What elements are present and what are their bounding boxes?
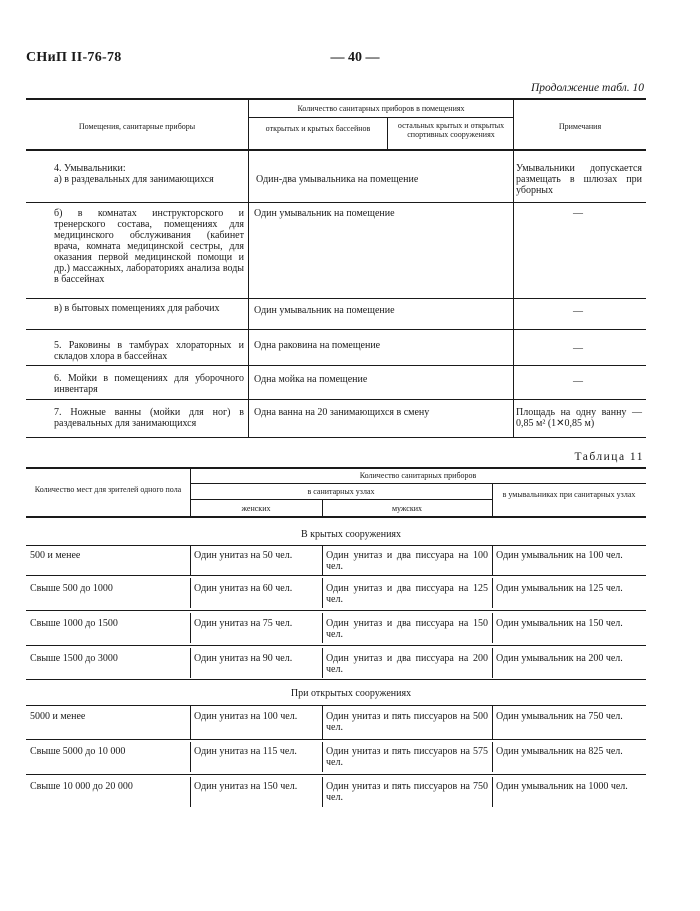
column-header-washbasins: в умывальниках при санитарных узлах xyxy=(502,490,636,499)
table-row-places: Свыше 500 до 1000 xyxy=(30,583,113,594)
table-row-basins: Один умывальник на 750 чел. xyxy=(496,711,623,722)
column-header-notes: Примечания xyxy=(558,122,602,131)
table-continuation-label: Продолжение табл. 10 xyxy=(531,82,644,94)
table-row-note: — xyxy=(573,208,583,219)
table-row-quantity: Одна раковина на помещение xyxy=(254,340,381,351)
table-row-women: Один унитаз на 50 чел. xyxy=(194,550,293,561)
section-heading-open: При открытых сооружениях xyxy=(290,688,412,699)
page-number: — 40 — xyxy=(330,50,380,65)
table-row-places: Свыше 1500 до 3000 xyxy=(30,653,118,664)
table-row-men: Один унитаз и пять писсуаров на 500 чел. xyxy=(326,711,488,733)
column-header-fixture-count: Количество санитарных приборов xyxy=(359,471,477,480)
table-row-quantity: Один умывальник на помещение xyxy=(254,208,395,219)
column-header-sanitary-units: в санитарных узлах xyxy=(307,487,375,496)
table-row-places: Свыше 10 000 до 20 000 xyxy=(30,781,133,792)
column-header-premises: Помещения, санитарные приборы xyxy=(78,122,196,131)
table-row-premise: в) в бытовых помещениях для рабочих xyxy=(54,303,220,314)
table-row-premise: 4. Умывальники: а) в раздевальных для занимающихся xyxy=(54,163,214,185)
table-row-women: Один унитаз на 115 чел. xyxy=(194,746,297,757)
column-header-open-covered-pools: открытых и крытых бассейнов xyxy=(265,124,371,133)
document-code: СНиП II-76-78 xyxy=(26,50,122,65)
table-row-basins: Один умывальник на 125 чел. xyxy=(496,583,623,594)
table-row-women: Один унитаз на 75 чел. xyxy=(194,618,293,629)
table-row-men: Один унитаз и два писсуара на 125 чел. xyxy=(326,583,488,605)
table-row-places: Свыше 1000 до 1500 xyxy=(30,618,118,629)
table-row-premise: б) в комнатах инструкторского и тренерского состава, помещениях для медицинского обслуживания (кабинет врача, комната медицинской сестры, для оказания первой медицинской помощи и др.) массажных, лабораториях анализа воды в бассейнах xyxy=(54,208,244,285)
column-header-women: женских xyxy=(241,504,271,513)
table-row-note: Умывальники допускается размещать в шлюзах при уборных xyxy=(516,163,642,196)
table-row-note: — xyxy=(573,343,583,354)
table-row-premise: 7. Ножные ванны (мойки для ног) в раздевальных для занимающихся xyxy=(54,407,244,429)
table-row-men: Один унитаз и пять писсуаров на 750 чел. xyxy=(326,781,488,803)
table-row-women: Один унитаз на 60 чел. xyxy=(194,583,293,594)
table-row-note: — xyxy=(573,376,583,387)
table-row-women: Один унитаз на 90 чел. xyxy=(194,653,293,664)
table-11-title: Таблица 11 xyxy=(574,451,644,463)
table-row-note: — xyxy=(573,306,583,317)
table-row-women: Один унитаз на 100 чел. xyxy=(194,711,298,722)
table-row-basins: Один умывальник на 100 чел. xyxy=(496,550,623,561)
table-row-quantity: Одна мойка на помещение xyxy=(254,374,368,385)
table-row-premise: 5. Раковины в тамбурах хлораторных и складов хлора в бассейнах xyxy=(54,340,244,362)
column-header-other-facilities: остальных крытых и открытых спортивных сооружениях xyxy=(397,121,505,139)
table-row-premise: 6. Мойки в помещениях для уборочного инвентаря xyxy=(54,373,244,395)
table-row-men: Один унитаз и два писсуара на 150 чел. xyxy=(326,618,488,640)
column-header-quantity: Количество санитарных приборов в помещениях xyxy=(297,104,465,113)
table-row-quantity: Один-два умывальника на помещение xyxy=(256,174,419,185)
table-row-basins: Один умывальник на 1000 чел. xyxy=(496,781,628,792)
table-row-places: 5000 и менее xyxy=(30,711,86,722)
table-row-women: Один унитаз на 150 чел. xyxy=(194,781,298,792)
table-row-basins: Один умывальник на 150 чел. xyxy=(496,618,623,629)
table-row-quantity: Одна ванна на 20 занимающихся в смену xyxy=(254,407,430,418)
table-row-quantity: Один умывальник на помещение xyxy=(254,305,395,316)
section-heading-covered: В крытых сооружениях xyxy=(300,529,402,540)
table-row-basins: Один умывальник на 825 чел. xyxy=(496,746,623,757)
column-header-men: мужских xyxy=(391,504,423,513)
table-row-places: Свыше 5000 до 10 000 xyxy=(30,746,126,757)
column-header-spectator-places: Количество мест для зрителей одного пола xyxy=(34,485,182,494)
table-row-men: Один унитаз и два писсуара на 100 чел. xyxy=(326,550,488,572)
table-row-men: Один унитаз и пять писсуаров на 575 чел. xyxy=(326,746,488,768)
table-row-note: Площадь на одну ванну — 0,85 м² (1✕0,85 м) xyxy=(516,407,642,429)
table-row-places: 500 и менее xyxy=(30,550,81,561)
table-row-men: Один унитаз и два писсуара на 200 чел. xyxy=(326,653,488,675)
table-row-basins: Один умывальник на 200 чел. xyxy=(496,653,623,664)
